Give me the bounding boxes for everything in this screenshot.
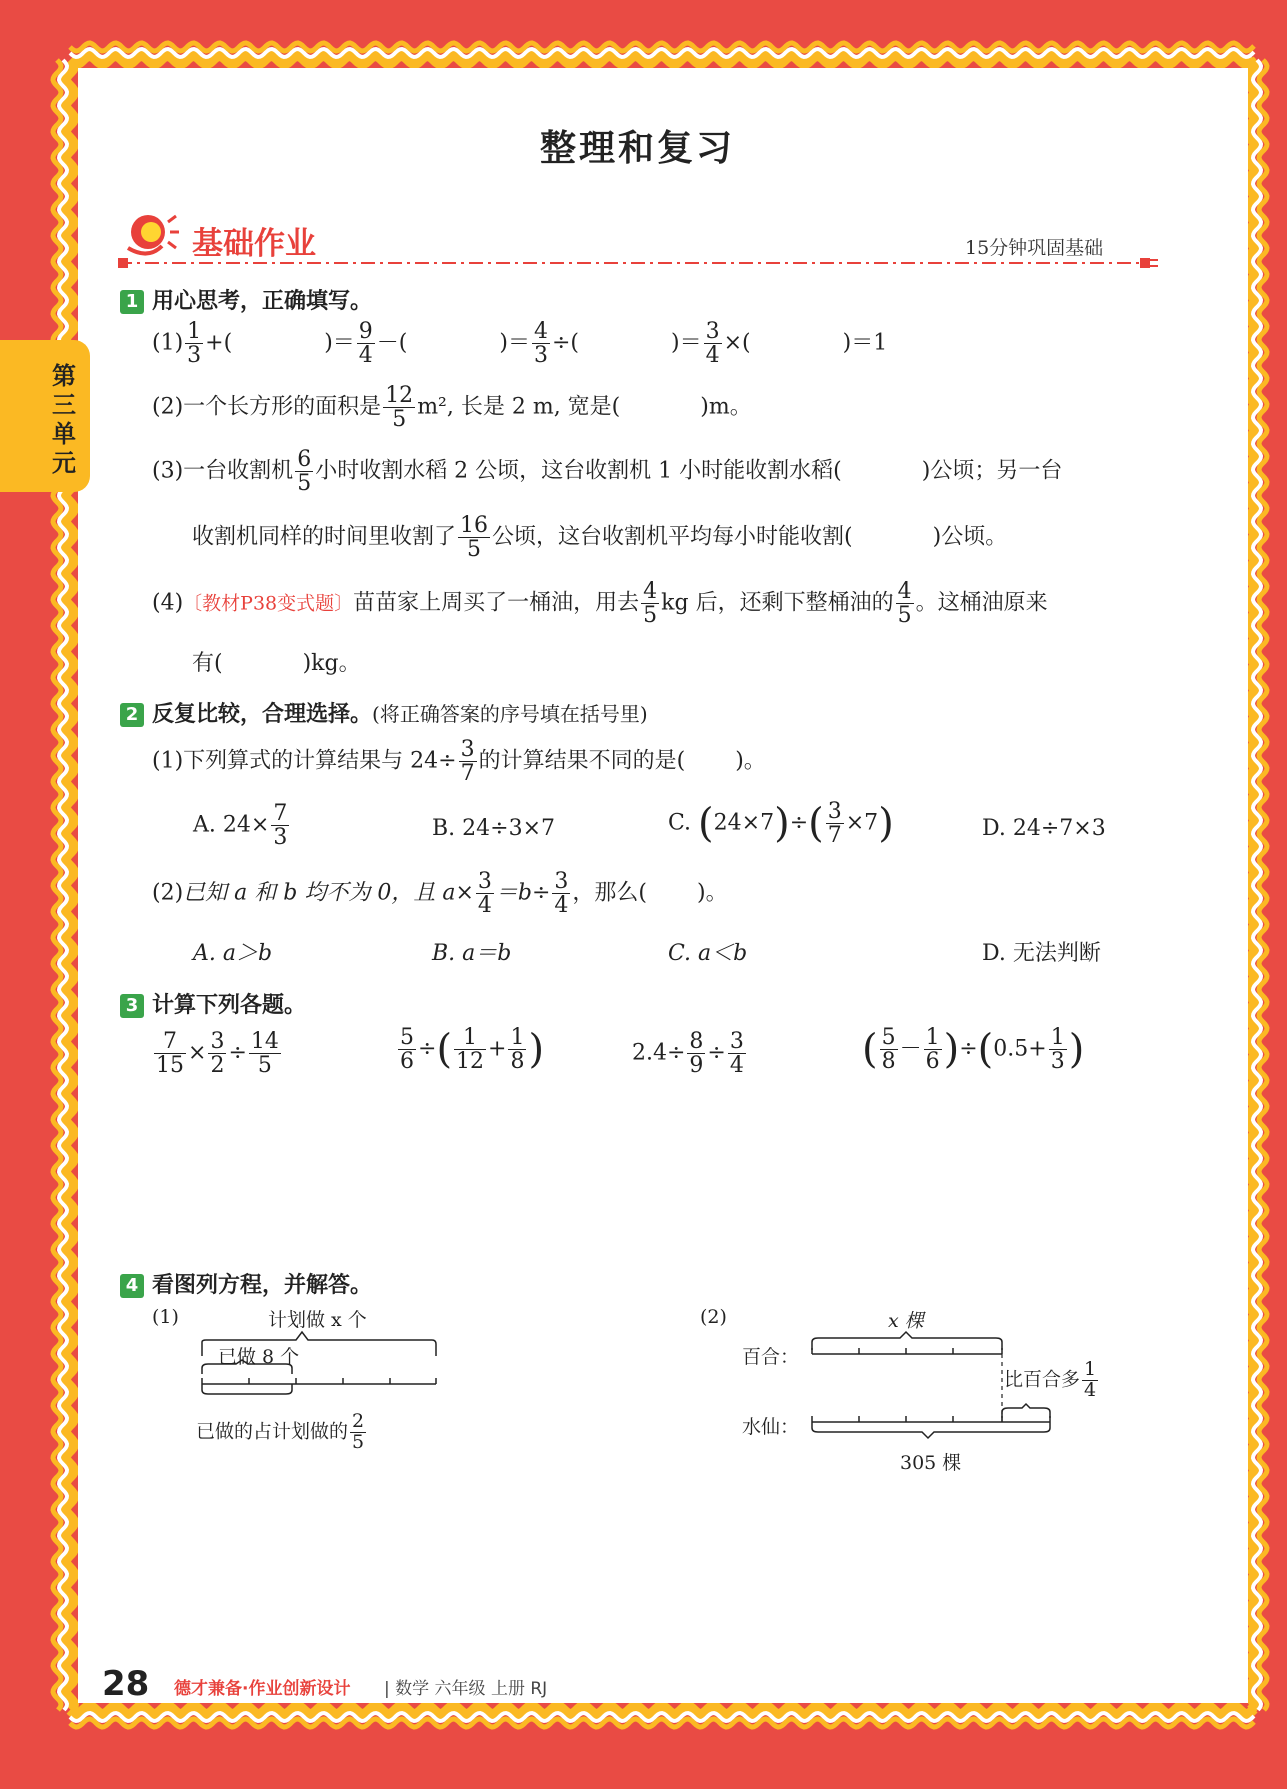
q2-p2-option-b[interactable]: B. a＝b	[432, 941, 512, 966]
fraction: $\frac{6}{5}$	[297, 447, 312, 497]
q3-expr1: $\frac{7}{15}$ × $\frac{3}{2}$ ÷ $\frac{14}{5}$	[156, 1029, 279, 1079]
d1-top-label: 计划做 x 个	[268, 1309, 367, 1331]
q4-number: 4	[120, 1274, 144, 1298]
d1-bottom-label: 已做的占计划做的 $\frac{2}{5}$	[196, 1410, 365, 1453]
q1-number: 1	[120, 290, 144, 314]
q2-part2: (2)已知 a 和 b 均不为 0，且 a× $\frac{3}{4}$ ＝b÷ $\frac{3}{4}$ ，那么( )。	[152, 869, 728, 919]
unit-tab-label: 第三单元	[52, 362, 76, 477]
q2-heading-text: 反复比较，合理选择。	[152, 702, 373, 727]
section-divider	[118, 256, 1158, 270]
d1-label: (1)	[152, 1306, 179, 1328]
section-subtitle: 15分钟巩固基础	[965, 237, 1104, 259]
fraction: $\frac{3}{4}$	[705, 319, 720, 369]
book-info: | 数学 六年级 上册 RJ	[384, 1679, 548, 1699]
q1-part1: (1) $\frac{1}{3}$ +( )＝ $\frac{9}{4}$ －( )＝ $\frac{4}{3}$ ÷( )＝ $\frac{3}{4}$ ×( )＝1	[152, 319, 888, 369]
fraction: $\frac{3}{4}$	[554, 869, 569, 919]
q1-part4-line1: (4)〔教材P38变式题〕苗苗家上周买了一桶油，用去 $\frac{4}{5}$ kg 后，还剩下整桶油的 $\frac{4}{5}$ 。这桶油原来	[152, 579, 1048, 629]
page-number: 28	[102, 1664, 150, 1704]
fraction: $\frac{12}{5}$	[385, 383, 414, 433]
q1-heading-text: 用心思考，正确填写。	[152, 289, 373, 314]
textbook-tag: 〔教材P38变式题〕	[183, 592, 354, 615]
q2-p2-option-c[interactable]: C. a＜b	[668, 941, 748, 966]
q2-heading-note: (将正确答案的序号填在括号里)	[372, 702, 648, 726]
d2-more-label: 比百合多 $\frac{1}{4}$	[1004, 1358, 1097, 1401]
fraction: $\frac{3}{7}$	[460, 737, 475, 787]
q1-part4-line2: 有( )kg。	[192, 651, 361, 676]
fraction: $\frac{4}{3}$	[533, 319, 548, 369]
d2-top-label: x 棵	[888, 1310, 924, 1332]
d1-line-diagram	[196, 1330, 446, 1400]
fraction: $\frac{4}{5}$	[643, 579, 658, 629]
q2-p1-option-b[interactable]: B. 24÷3×7	[432, 816, 556, 841]
q2-heading	[120, 697, 648, 728]
q3-expr4: ( $\frac{5}{8}$ － $\frac{1}{6}$ )÷(0.5+ $\frac{1}{3}$ )	[862, 1025, 1085, 1075]
d2-label: (2)	[700, 1306, 727, 1328]
q2-p2-option-a[interactable]: A. a＞b	[193, 941, 273, 966]
q4-heading	[120, 1268, 372, 1299]
page-title: 整理和复习	[540, 128, 736, 169]
q3-heading-text: 计算下列各题。	[152, 993, 307, 1018]
book-title: 德才兼备·作业创新设计	[174, 1679, 351, 1699]
q1-part3-line2: 收割机同样的时间里收割了 $\frac{16}{5}$ 公顷，这台收割机平均每小时能收割( )公顷。	[192, 513, 1008, 563]
q2-number: 2	[120, 703, 144, 727]
q2-part1: (1)下列算式的计算结果与 24÷ $\frac{3}{7}$ 的计算结果不同的是( )。	[152, 737, 766, 787]
q1-p1-label: (1)	[152, 330, 184, 356]
q3-expr2: $\frac{5}{6}$ ÷( $\frac{1}{12}$ + $\frac{1}{8}$ )	[400, 1025, 545, 1075]
lamp-icon	[118, 208, 180, 258]
fraction: $\frac{4}{5}$	[897, 579, 912, 629]
fraction: $\frac{3}{7}$	[827, 799, 842, 849]
d2-row1-label: 百合：	[742, 1346, 800, 1368]
q3-heading	[120, 988, 306, 1019]
fraction: $\frac{1}{3}$	[187, 319, 202, 369]
section-title: 基础作业	[192, 226, 316, 262]
q1-part3-line1: (3)一台收割机 $\frac{6}{5}$ 小时收割水稻 2 公顷，这台收割机 1 小时能收割水稻( )公顷；另一台	[152, 447, 1063, 497]
q2-p1-option-a[interactable]: A. 24× $\frac{7}{3}$	[193, 801, 288, 851]
q1-part2: (2)一个长方形的面积是 $\frac{12}{5}$ m², 长是 2 m, 宽是( )m。	[152, 383, 752, 433]
q2-p1-option-d[interactable]: D. 24÷7×3	[982, 816, 1106, 841]
fraction: $\frac{7}{3}$	[273, 801, 288, 851]
q3-number: 3	[120, 994, 144, 1018]
q3-expr3: 2.4÷ $\frac{8}{9}$ ÷ $\frac{3}{4}$	[632, 1029, 744, 1079]
d1-done-label: 已做 8 个	[218, 1346, 300, 1368]
fraction: $\frac{16}{5}$	[460, 513, 489, 563]
q1-heading	[120, 284, 372, 315]
q2-p2-option-d[interactable]: D. 无法判断	[982, 941, 1101, 966]
fraction: $\frac{3}{4}$	[477, 869, 492, 919]
d2-bottom-label: 305 棵	[900, 1452, 962, 1474]
q2-p1-option-c[interactable]: C. (24×7)÷( $\frac{3}{7}$ ×7)	[668, 799, 894, 849]
d2-row2-label: 水仙：	[742, 1416, 800, 1438]
q4-heading-text: 看图列方程，并解答。	[152, 1273, 373, 1298]
fraction: $\frac{9}{4}$	[358, 319, 373, 369]
